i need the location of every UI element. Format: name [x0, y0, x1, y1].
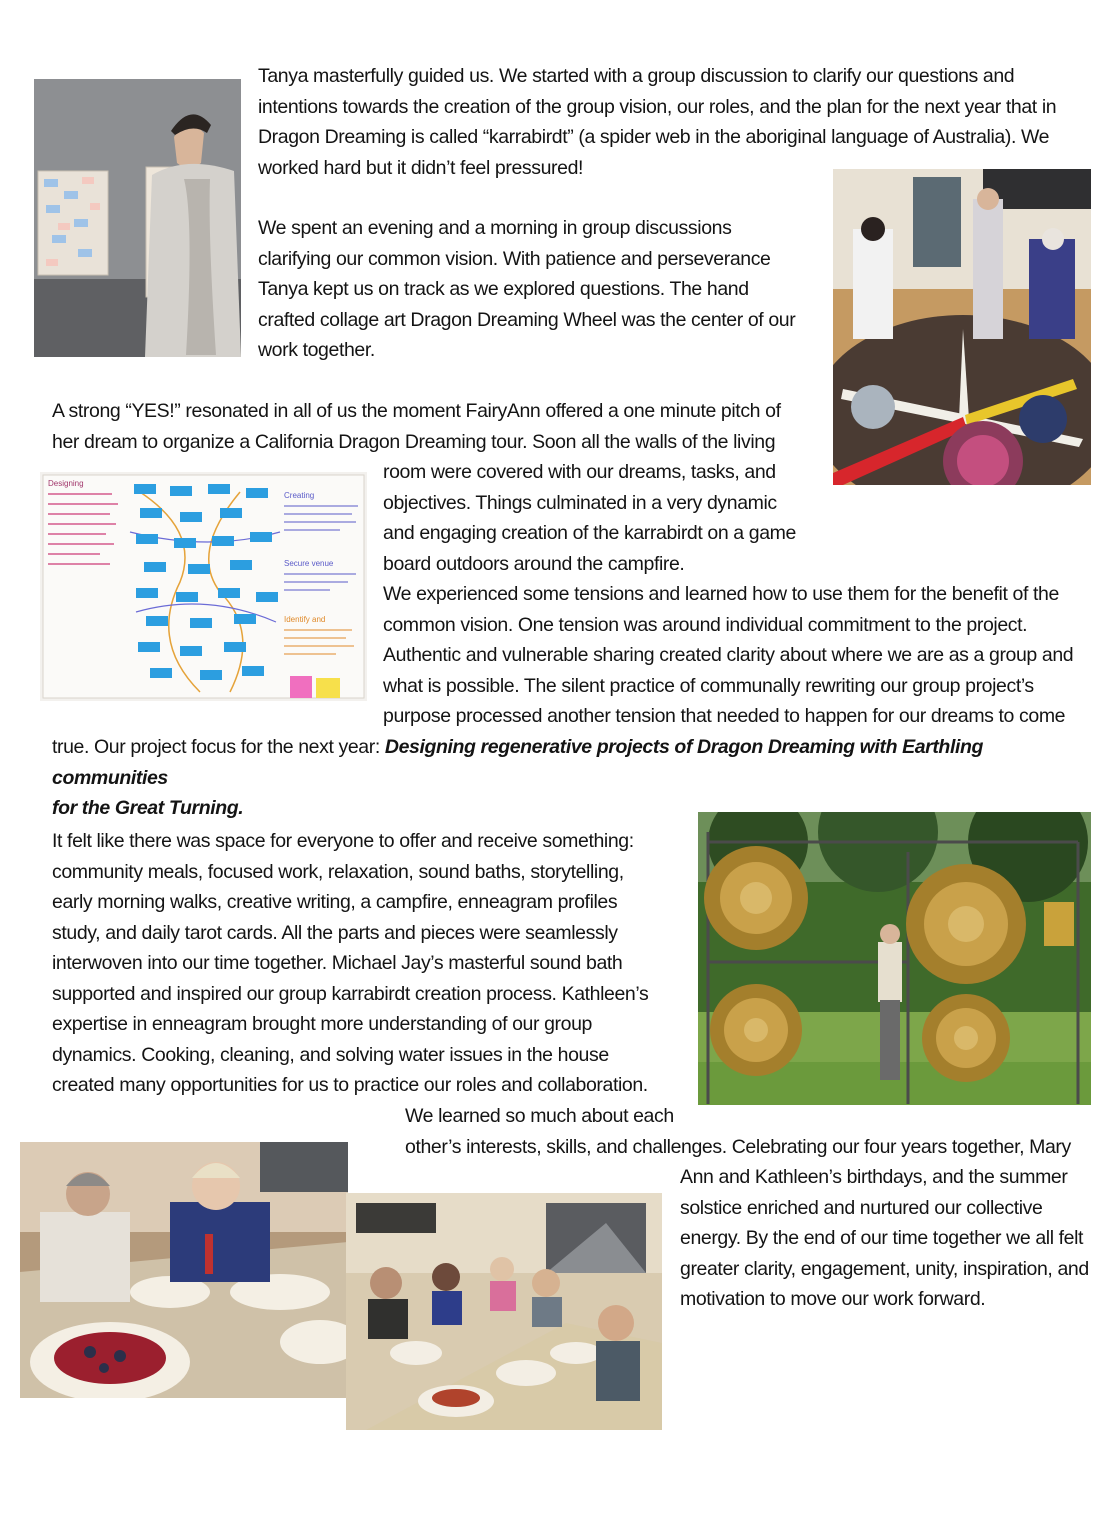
intro-paragraph: [258, 61, 1108, 183]
yes-paragraph: [52, 396, 832, 457]
text-line: room were covered with our dreams, tasks, and: [383, 461, 776, 483]
text-line: clarifying our common vision. With patience and perseverance: [258, 247, 771, 270]
text-line: common vision. One tension was around individual commitment to the project.: [383, 613, 1028, 636]
text-line: Tanya masterfully guided us. We started with a group discussion to clarify our questions and: [258, 65, 1015, 87]
text-line: Authentic and vulnerable sharing created clarity about where we are as a group and: [383, 644, 1074, 666]
tanya-presenting-photo: [34, 79, 241, 357]
text-line: energy. By the end of our time together we all felt: [680, 1227, 1084, 1249]
karrabirdt-board-photo: [40, 472, 367, 701]
dragon-dreaming-wheel-photo: [833, 169, 1091, 485]
text-line: dynamics. Cooking, cleaning, and solving water issues in the house: [52, 1043, 609, 1066]
board-identify-label: Identify and: [284, 615, 326, 624]
project-focus: [52, 732, 1102, 824]
text-line: [52, 732, 1102, 793]
text-line: Tanya kept us on track as we explored questions. The hand: [258, 278, 749, 300]
text-line: purpose processed another tension that needed to happen for our dreams to come: [383, 705, 1066, 727]
text-line: her dream to organize a California Dragon Dreaming tour. Soon all the walls of the living: [52, 430, 776, 453]
text-line: and engaging creation of the karrabirdt on a game: [383, 522, 796, 544]
text-line: crafted collage art Dragon Dreaming Wheel was the center of our: [258, 308, 796, 331]
text-line: We spent an evening and a morning in group discussions: [258, 217, 732, 239]
text-line: solstice enriched and nurtured our collective: [680, 1196, 1043, 1219]
text-line: worked hard but it didn’t feel pressured!: [258, 156, 584, 179]
yes-paragraph-continued: [383, 457, 828, 579]
learned-paragraph-continued: [680, 1162, 1108, 1315]
space-paragraph: [52, 826, 692, 1101]
text-line: intentions towards the creation of the group vision, our roles, and the plan for the next year that in: [258, 95, 1057, 118]
tensions-paragraph: [383, 579, 1103, 732]
community-meal-photo: [20, 1142, 348, 1398]
text-line: Ann and Kathleen’s birthdays, and the summer: [680, 1166, 1068, 1188]
text-line: study, and daily tarot cards. All the parts and pieces were seamlessly: [52, 921, 618, 944]
text-line: objectives. Things culminated in a very dynamic: [383, 491, 777, 514]
text-line: We learned so much about each: [405, 1105, 674, 1127]
vision-paragraph: [258, 213, 828, 366]
text-line: community meals, focused work, relaxation, sound baths, storytelling,: [52, 860, 624, 883]
focus-prefix: true. Our project focus for the next year:: [52, 736, 380, 758]
text-line: created many opportunities for us to practice our roles and collaboration.: [52, 1074, 648, 1096]
focus-statement-continued: for the Great Turning.: [52, 797, 244, 819]
text-line: motivation to move our work forward.: [680, 1288, 986, 1310]
text-line: work together.: [258, 339, 375, 361]
text-line: Dragon Dreaming is called “karrabirdt” (a spider web in the aboriginal language of Australia). We: [258, 126, 1050, 148]
text-line: what is possible. The silent practice of communally rewriting our group project’s: [383, 674, 1034, 697]
text-line: It felt like there was space for everyone to offer and receive something:: [52, 830, 634, 852]
learned-paragraph: [405, 1101, 1105, 1162]
focus-statement: Designing regenerative projects of Dragon Dreaming with Earthling communities: [52, 736, 983, 789]
board-creating-label: Creating: [284, 491, 315, 500]
board-title-label: Designing: [48, 479, 84, 488]
text-line: supported and inspired our group karrabirdt creation process. Kathleen’s: [52, 982, 649, 1005]
text-line: A strong “YES!” resonated in all of us the moment FairyAnn offered a one minute pitch of: [52, 400, 781, 422]
board-venue-label: Secure venue: [284, 559, 334, 568]
group-dinner-photo: [346, 1193, 662, 1430]
text-line: board outdoors around the campfire.: [383, 552, 685, 575]
text-line: greater clarity, engagement, unity, inspiration, and: [680, 1257, 1089, 1280]
text-line: interwoven into our time together. Michael Jay’s masterful sound bath: [52, 952, 623, 974]
text-line: early morning walks, creative writing, a campfire, enneagram profiles: [52, 891, 618, 913]
text-line: expertise in enneagram brought more understanding of our group: [52, 1013, 592, 1035]
gong-sound-bath-photo: [698, 812, 1091, 1105]
text-line: other’s interests, skills, and challenges. Celebrating our four years together, Mary: [405, 1135, 1071, 1158]
text-line: We experienced some tensions and learned how to use them for the benefit of the: [383, 583, 1059, 605]
